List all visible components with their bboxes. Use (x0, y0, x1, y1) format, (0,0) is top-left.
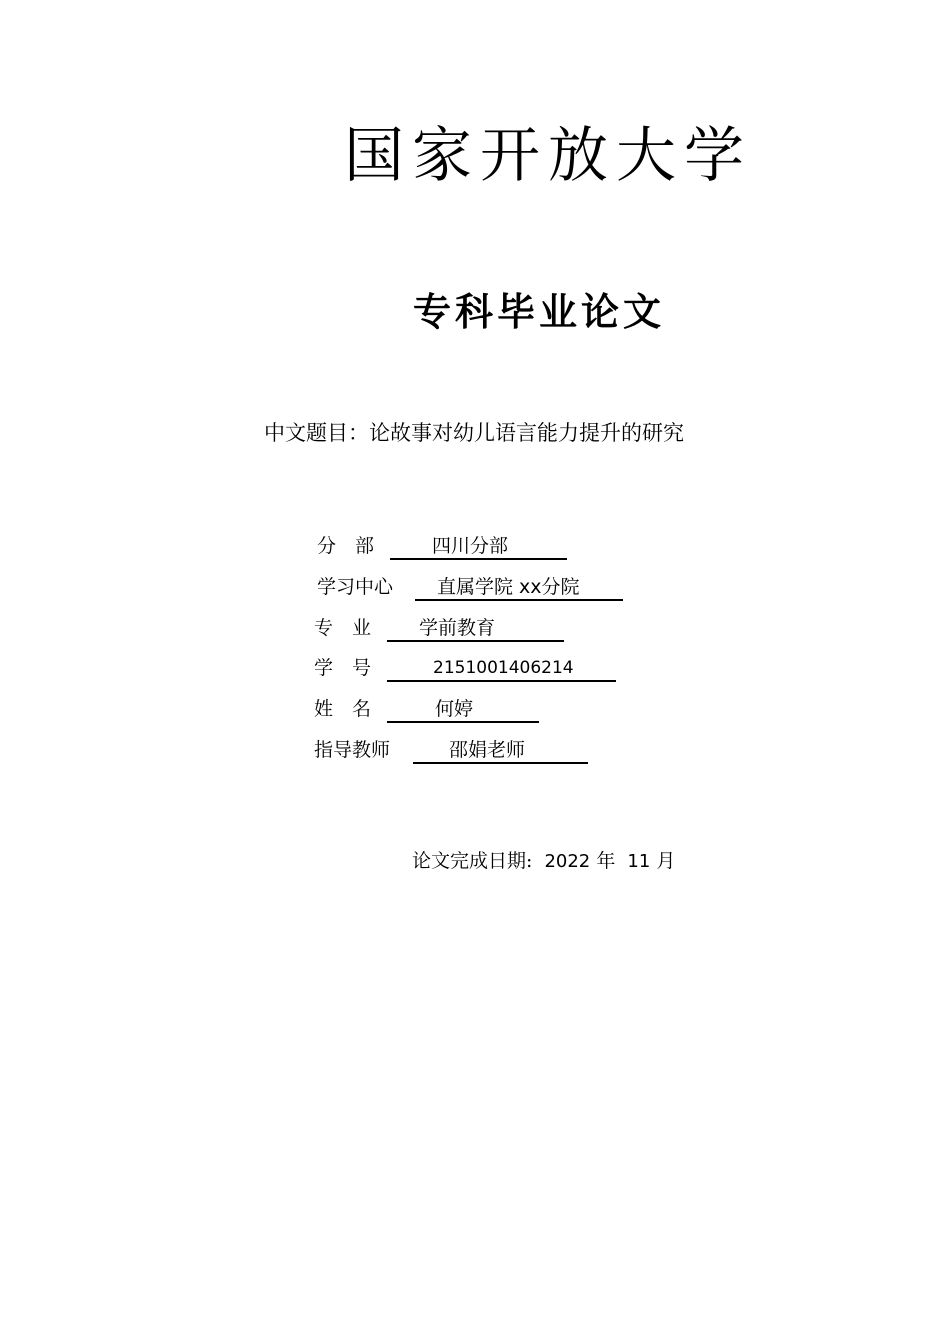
info-label-study-center: 学习中心 (317, 576, 394, 598)
university-name: 国家开放大学 (344, 121, 752, 191)
info-value-name (387, 698, 539, 723)
info-label-student-id: 学 号 (314, 657, 372, 679)
completion-year: 2022 (544, 851, 591, 872)
completion-year-unit: 年 (596, 850, 616, 872)
info-value-student-id-text: 2151001406214 (433, 658, 574, 678)
chinese-title-line (264, 420, 684, 447)
info-value-branch (390, 535, 567, 560)
completion-date-line (412, 850, 675, 873)
info-value-major (387, 617, 564, 642)
info-value-major-text: 学前教育 (419, 617, 496, 639)
completion-month: 11 (627, 851, 651, 872)
info-label-supervisor: 指导教师 (314, 739, 391, 761)
info-label-name: 姓 名 (314, 698, 372, 720)
info-label-branch: 分 部 (317, 535, 375, 557)
info-value-branch-text: 四川分部 (432, 535, 509, 557)
info-value-study-center-text: 直属学院 xx分院 (437, 576, 580, 598)
info-value-study-center (415, 576, 623, 601)
info-label-major: 专 业 (314, 617, 372, 639)
info-value-supervisor-text: 邵娟老师 (449, 739, 526, 761)
completion-month-unit: 月 (656, 850, 676, 872)
completion-date-label: 论文完成日期: (412, 850, 533, 872)
chinese-title-label: 中文题目： (264, 421, 369, 445)
info-value-name-text: 何婷 (435, 698, 474, 720)
info-value-student-id (387, 657, 616, 682)
thesis-type-heading: 专科毕业论文 (413, 290, 666, 334)
chinese-title-text: 论故事对幼儿语言能力提升的研究 (369, 421, 684, 445)
info-value-supervisor (413, 739, 588, 764)
